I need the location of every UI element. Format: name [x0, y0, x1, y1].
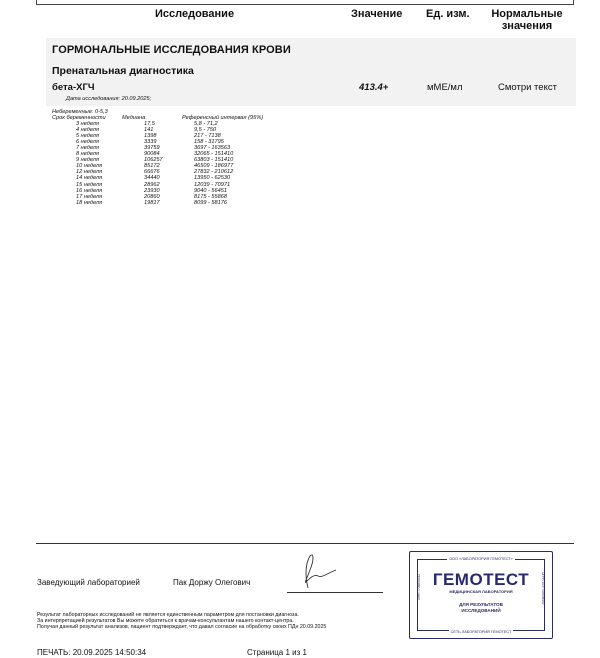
stamp-mid2: ИССЛЕДОВАНИЙ — [461, 608, 501, 613]
ref-median: 17,5 — [144, 121, 155, 128]
ref-median: 90084 — [144, 151, 160, 158]
footer-divider — [36, 543, 574, 544]
test-value: 413.4+ — [359, 82, 389, 93]
disclaimer — [37, 612, 326, 631]
ref-term: 7 неделя — [76, 145, 99, 152]
ref-interval: 27832 - 210612 — [194, 169, 234, 176]
reference-table — [52, 115, 263, 206]
ref-interval: 8175 - 55868 — [194, 193, 227, 200]
header-norm — [483, 8, 571, 32]
header-study: Исследование — [155, 8, 235, 20]
print-timestamp: ПЕЧАТЬ: 20.09.2025 14:50:34 — [37, 648, 147, 657]
test-name: бета-ХГЧ — [52, 82, 95, 93]
ref-median: 19817 — [144, 199, 160, 206]
ref-term: 6 неделя — [76, 139, 99, 146]
section-subtitle: Пренатальная диагностика — [52, 65, 194, 77]
stamp-name: ГЕМОТЕСТ — [432, 570, 530, 589]
ref-interval: 46509 - 186977 — [194, 163, 234, 170]
ref-term: 16 неделя — [76, 187, 103, 194]
ref-term: 3 неделя — [76, 121, 99, 128]
ref-median: 34440 — [144, 175, 160, 182]
ref-term: 5 неделя — [76, 133, 99, 140]
header-norm-line1: Нормальные — [491, 8, 563, 20]
ref-median: 39759 — [144, 145, 160, 152]
ref-median: 1398 — [144, 133, 157, 140]
test-norm: Смотри текст — [498, 82, 557, 93]
ref-interval: 5,8 - 71,2 — [194, 121, 218, 128]
header-value: Значение — [351, 8, 403, 20]
table-row — [52, 200, 263, 206]
disclaimer-line: Результат лабораторных исследований не является единственным параметром для постановки диагноза. — [37, 612, 299, 618]
ref-term: 14 неделя — [76, 175, 103, 182]
ref-interval: 3697 - 163563 — [194, 145, 231, 152]
ref-median: 3339 — [144, 139, 157, 146]
ref-median: 23930 — [144, 187, 160, 194]
ref-median: 106257 — [144, 157, 163, 164]
ref-term: 8 неделя — [76, 151, 99, 158]
signer-name: Пак Доржу Олегович — [173, 578, 251, 587]
ref-term: 15 неделя — [76, 181, 103, 188]
ref-interval: 9040 - 56451 — [194, 187, 227, 194]
lab-stamp — [409, 551, 553, 639]
signer-role: Заведующий лабораторией — [37, 578, 140, 587]
ref-interval: 63803 - 151410 — [194, 157, 234, 164]
ref-interval: 13950 - 62530 — [194, 175, 231, 182]
test-unit: мМЕ/мл — [427, 82, 463, 93]
ref-term: 4 неделя — [76, 127, 99, 134]
ref-interval: 32065 - 151410 — [194, 151, 234, 158]
stamp-mid1: ДЛЯ РЕЗУЛЬТАТОВ — [459, 602, 503, 607]
signature-line — [287, 592, 383, 593]
ref-term: 10 неделя — [76, 163, 103, 170]
ref-header-term: Срок беременности — [52, 115, 106, 121]
stamp-inner-frame — [417, 557, 545, 634]
ref-median: 141 — [144, 127, 154, 134]
ref-header-median: Медиана — [122, 115, 146, 121]
ref-interval: 8099 - 58176 — [194, 199, 227, 206]
header-unit: Ед. изм. — [426, 8, 470, 20]
stamp-bottom-text: СЕТЬ ЛАБОРАТОРИЙ ГЕМОТЕСТ — [450, 630, 512, 634]
disclaimer-line: За интерпретацией результатов Вы можете обратиться к врачам-консультантам нашего контакт-центра. — [37, 618, 294, 625]
ref-interval: 9,5 - 750 — [194, 127, 217, 134]
stamp-subtitle: МЕДИЦИНСКАЯ ЛАБОРАТОРИЯ — [449, 589, 513, 594]
header-norm-line2: значения — [501, 20, 553, 32]
ref-median: 20860 — [144, 193, 160, 200]
ref-term: 18 неделя — [76, 199, 103, 206]
ref-header-interval: Референсный интервал (95%) — [182, 115, 264, 121]
study-date: Дата исследования: 20.09.2025; — [66, 96, 152, 102]
signature-image — [294, 552, 338, 590]
ref-median: 28962 — [144, 181, 160, 188]
ref-interval: 158 - 31795 — [194, 139, 224, 146]
page-number: Страница 1 из 1 — [247, 648, 307, 657]
not-pregnant-range: Небеременные: 0-5,3 — [52, 109, 108, 115]
ref-term: 12 неделя — [76, 169, 103, 176]
stamp-inn: ИНН 7708550312 — [417, 574, 421, 600]
disclaimer-line: Получая данный результат анализов, пациент подтверждает, что давал согласие на обработку своих ПДн 20.09.2025 — [37, 624, 327, 631]
top-border — [36, 0, 574, 5]
ref-median: 85172 — [144, 163, 160, 170]
section-title: ГОРМОНАЛЬНЫЕ ИССЛЕДОВАНИЯ КРОВИ — [52, 44, 291, 56]
ref-term: 9 неделя — [76, 157, 99, 164]
ref-term: 17 неделя — [76, 193, 103, 200]
ref-interval: 217 - 7138 — [194, 133, 221, 140]
stamp-top-text: ООО «ЛАБОРАТОРИЯ ГЕМОТЕСТ» — [449, 557, 513, 561]
ref-median: 66676 — [144, 169, 160, 176]
ref-interval: 12039 - 70971 — [194, 181, 231, 188]
stamp-ogrn: ОГРН 1037708006492 — [541, 572, 545, 605]
